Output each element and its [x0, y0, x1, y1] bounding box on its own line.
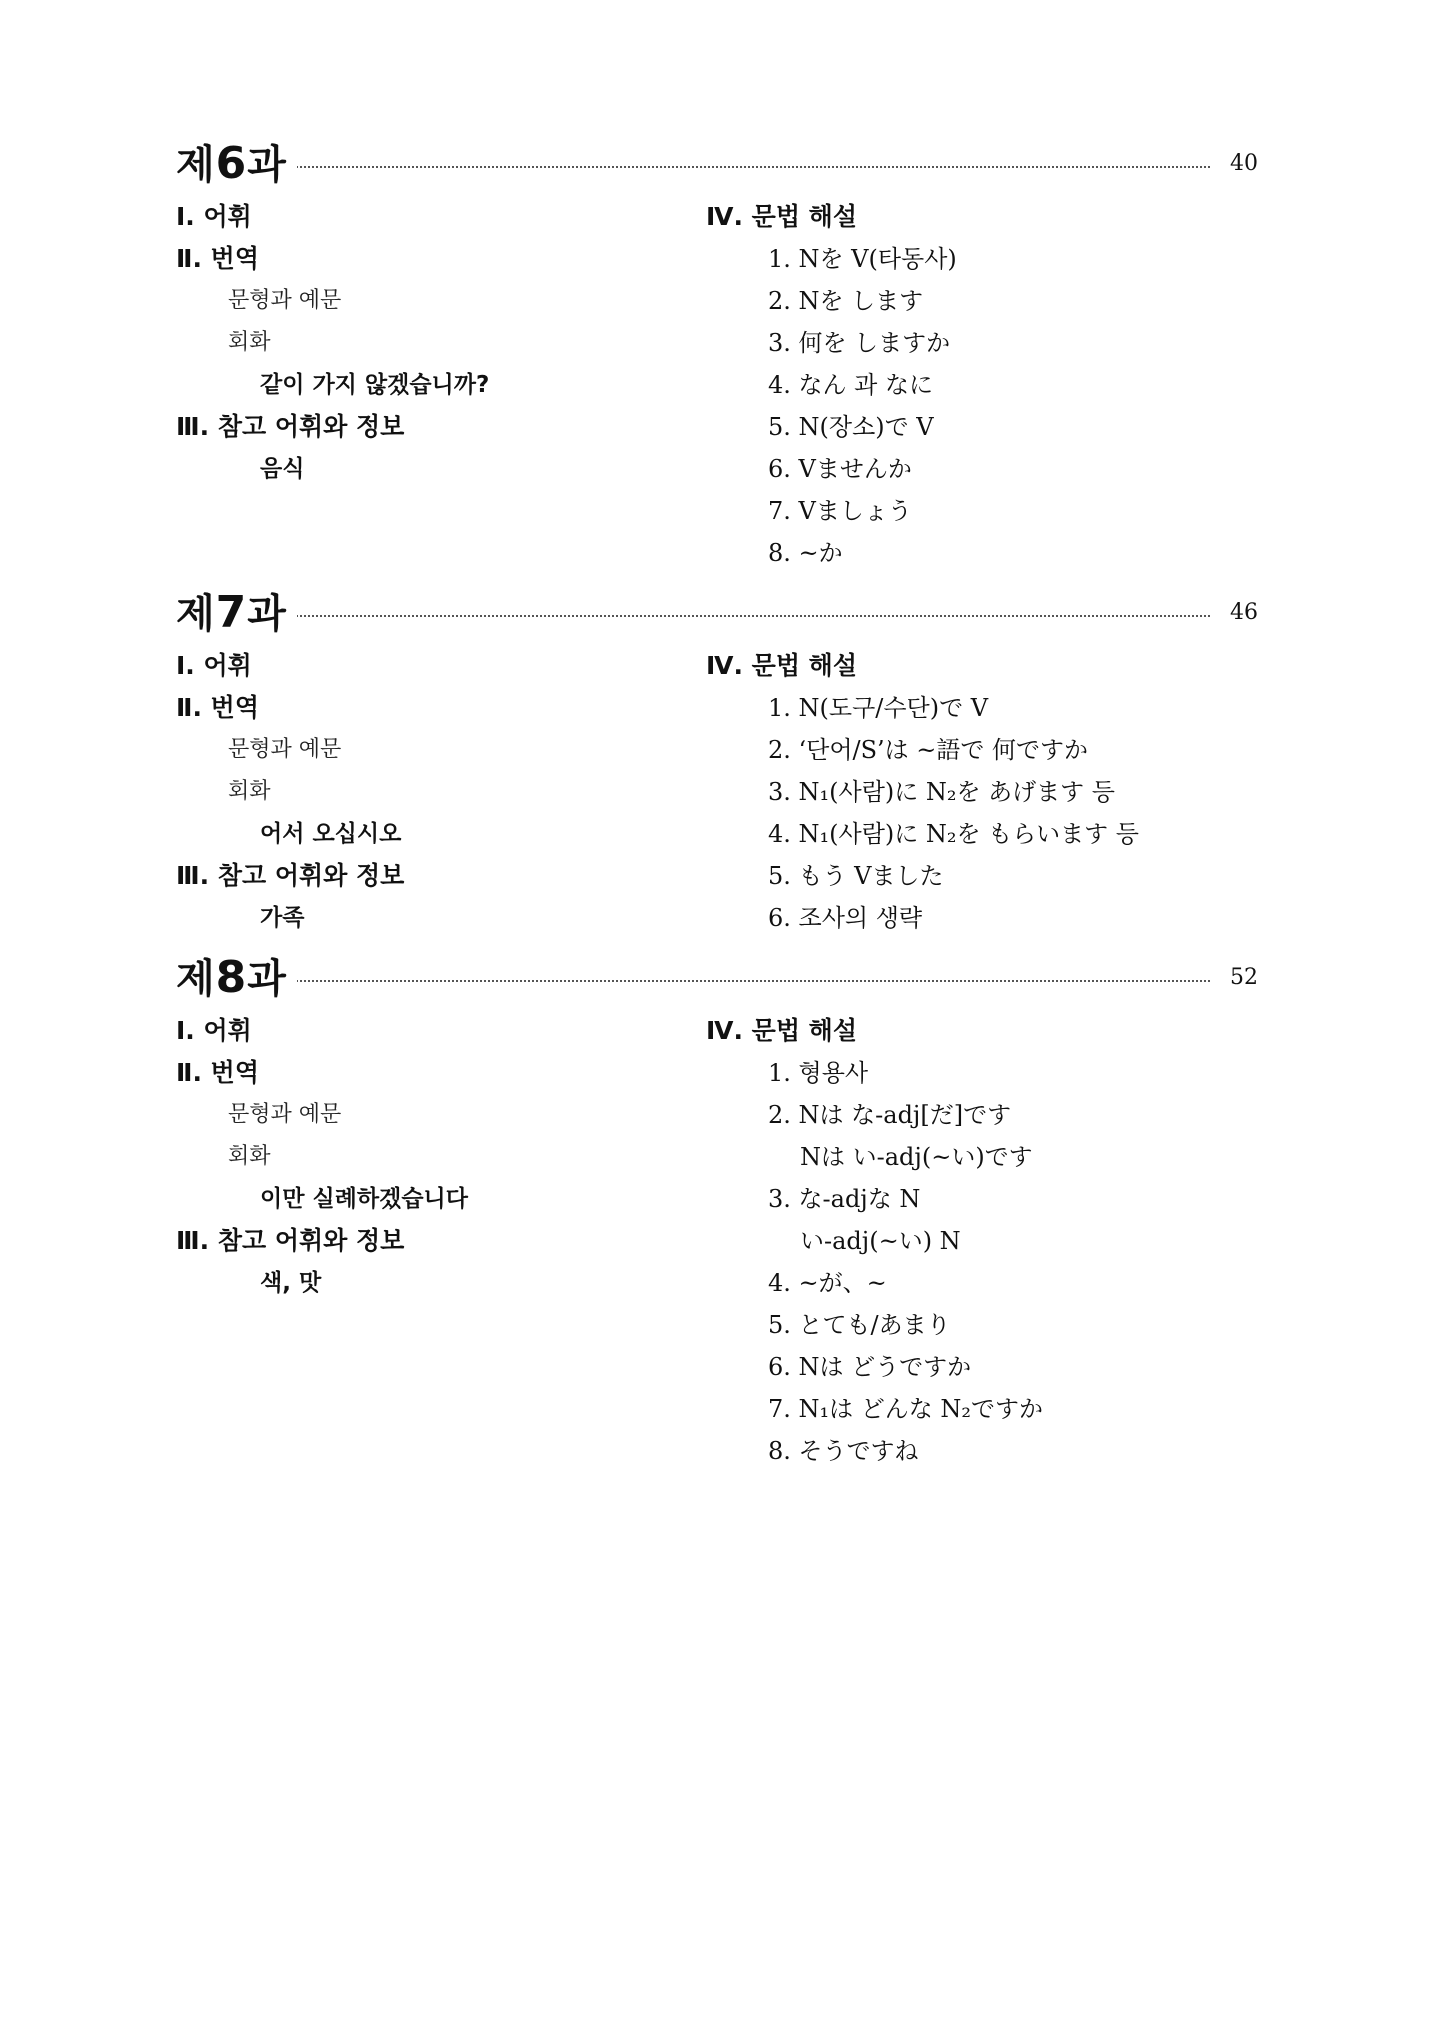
- section-heading: Ⅳ. 문법 해설: [706, 202, 857, 231]
- lesson-8: [176, 950, 1258, 1465]
- toc-entry: 문형과 예문: [228, 737, 342, 762]
- toc-entry: 8. ~か: [768, 539, 843, 567]
- left-column: [176, 645, 696, 939]
- section-heading: Ⅳ. 문법 해설: [706, 1016, 857, 1045]
- right-column: [706, 1010, 1258, 1472]
- toc-entry: 4. なん 과 なに: [768, 371, 933, 399]
- toc-entry: 음식: [260, 456, 305, 482]
- toc-entry: 4. N₁(사람)に N₂を もらいます 등: [768, 820, 1139, 848]
- toc-entry: 회화: [228, 1144, 271, 1169]
- toc-entry: 같이 가지 않겠습니까?: [260, 372, 490, 398]
- toc-entry: 문형과 예문: [228, 1102, 342, 1127]
- section-heading: Ⅰ. 어휘: [176, 1016, 252, 1045]
- toc-entry: い-adj(~い) N: [800, 1227, 961, 1255]
- toc-entry: Nは い-adj(~い)です: [800, 1143, 1033, 1171]
- toc-entry: 문형과 예문: [228, 288, 342, 313]
- toc-entry: 2. Nは な-adj[だ]です: [768, 1101, 1012, 1129]
- toc-entry: 이만 실례하겠습니다: [260, 1186, 468, 1212]
- leader-dots: [296, 980, 1210, 982]
- toc-entry: 1. 형용사: [768, 1059, 869, 1087]
- toc-entry: 1. Nを V(타동사): [768, 245, 957, 273]
- toc-entry: 회화: [228, 330, 271, 355]
- section-heading: Ⅱ. 번역: [176, 244, 259, 273]
- toc-entry: 3. N₁(사람)に N₂を あげます 등: [768, 778, 1115, 806]
- page-number: 40: [1224, 146, 1258, 182]
- toc-entry: 4. ~が、~: [768, 1269, 887, 1297]
- toc-entry: 5. N(장소)で V: [768, 413, 934, 441]
- left-column: [176, 1010, 696, 1304]
- toc-entry: 어서 오십시오: [260, 821, 402, 847]
- toc-entry: 2. ‘단어/S’は ~語で 何ですか: [768, 736, 1089, 764]
- page-number: 46: [1224, 595, 1258, 631]
- toc-entry: 회화: [228, 779, 271, 804]
- toc-entry: 가족: [260, 905, 305, 931]
- toc-entry: 2. Nを します: [768, 287, 924, 315]
- leader-dots: [296, 166, 1210, 168]
- lesson-title: 제8과: [176, 950, 297, 1007]
- toc-entry: 3. な-adjな N: [768, 1185, 921, 1213]
- section-heading: Ⅱ. 번역: [176, 1058, 259, 1087]
- section-heading: Ⅰ. 어휘: [176, 202, 252, 231]
- toc-entry: 7. Vましょう: [768, 497, 912, 525]
- lesson-title: 제7과: [176, 585, 297, 642]
- section-heading: Ⅲ. 참고 어휘와 정보: [176, 1226, 405, 1255]
- left-column: [176, 196, 696, 490]
- toc-entry: 6. Nは どうですか: [768, 1353, 972, 1381]
- section-heading: Ⅰ. 어휘: [176, 651, 252, 680]
- section-heading: Ⅲ. 참고 어휘와 정보: [176, 412, 405, 441]
- section-heading: Ⅲ. 참고 어휘와 정보: [176, 861, 405, 890]
- section-heading: Ⅱ. 번역: [176, 693, 259, 722]
- right-column: [706, 645, 1258, 939]
- toc-entry: 6. Vませんか: [768, 455, 912, 483]
- lesson-title: 제6과: [176, 136, 297, 193]
- toc-entry: 5. とても/あまり: [768, 1311, 951, 1339]
- leader-dots: [296, 615, 1210, 617]
- toc-entry: 8. そうですね: [768, 1437, 919, 1465]
- section-heading: Ⅳ. 문법 해설: [706, 651, 857, 680]
- toc-entry: 3. 何を しますか: [768, 329, 951, 357]
- lesson-header: [176, 585, 1258, 645]
- toc-entry: 6. 조사의 생략: [768, 904, 923, 932]
- toc-entry: 5. もう Vました: [768, 862, 944, 890]
- toc-entry: 1. N(도구/수단)で V: [768, 694, 989, 722]
- lesson-7: [176, 585, 1258, 932]
- toc-entry: 색, 맛: [260, 1270, 322, 1296]
- lesson-6: [176, 136, 1258, 567]
- toc-entry: 7. N₁は どんな N₂ですか: [768, 1395, 1044, 1423]
- right-column: [706, 196, 1258, 574]
- lesson-header: [176, 950, 1258, 1010]
- lesson-header: [176, 136, 1258, 196]
- page-number: 52: [1224, 960, 1258, 996]
